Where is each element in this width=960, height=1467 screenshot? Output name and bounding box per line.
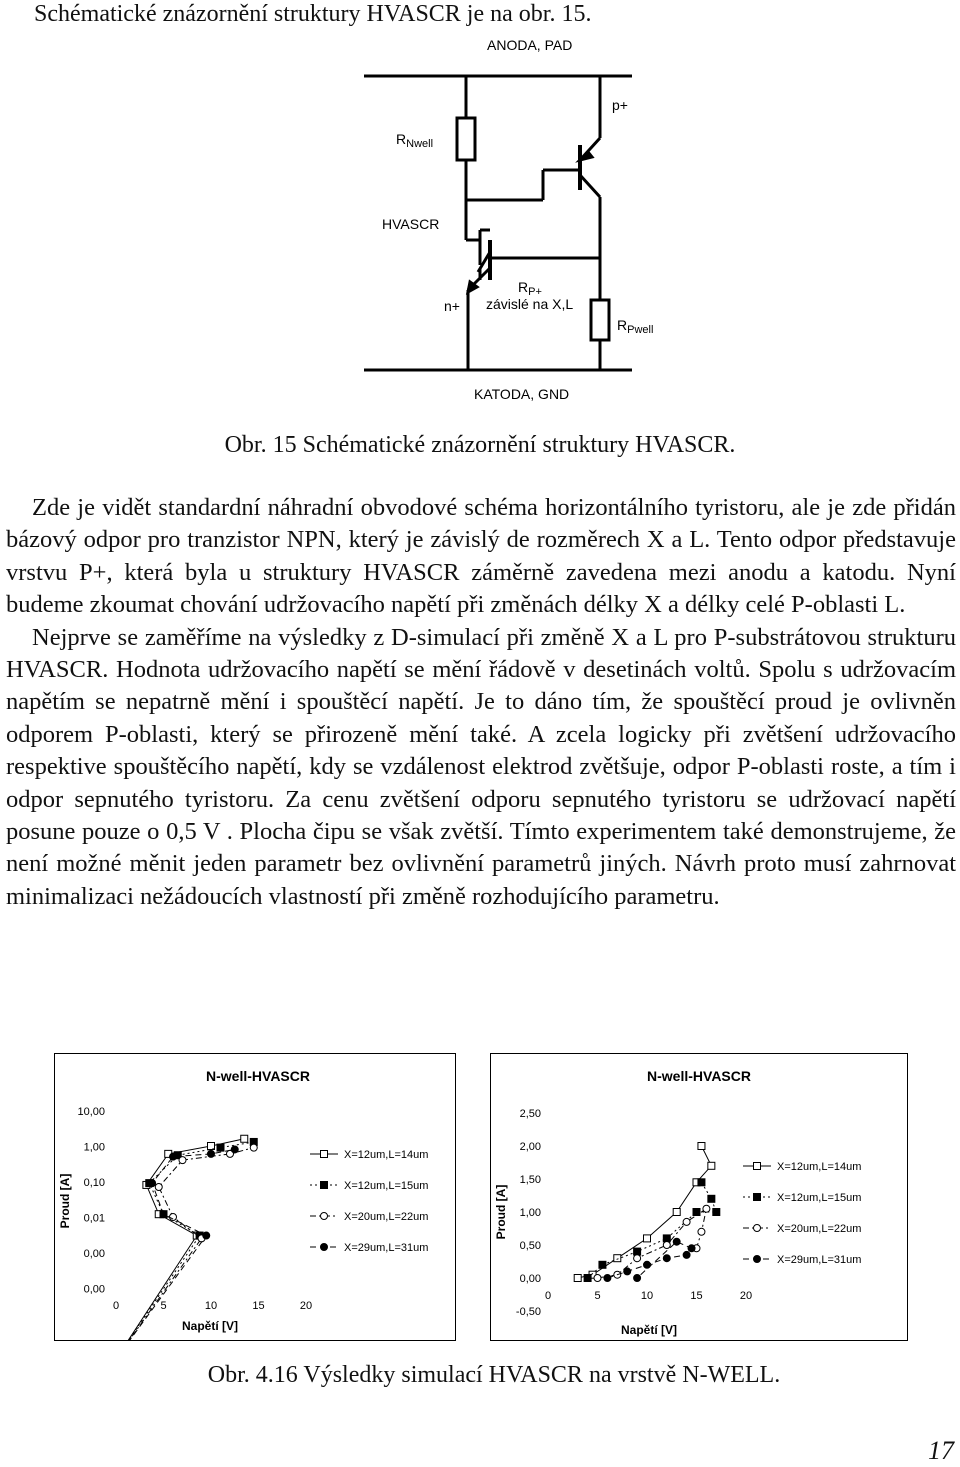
legend-marker <box>754 1256 761 1263</box>
data-point <box>683 1218 690 1225</box>
y-tick-label: 0,10 <box>83 1177 105 1189</box>
legend-marker <box>321 1151 328 1158</box>
legend-label: X=20um,L=22um <box>344 1211 429 1223</box>
data-point <box>614 1255 621 1262</box>
chart-left-svg <box>55 1054 455 1340</box>
x-tick-label: 15 <box>252 1300 265 1312</box>
x-axis-label: Napětí [V] <box>620 1323 678 1337</box>
y-tick-label: -0,50 <box>515 1306 541 1318</box>
data-point <box>708 1195 715 1202</box>
x-tick-label: 0 <box>544 1290 552 1302</box>
data-point <box>241 1135 248 1142</box>
p-plus-label: p+ <box>612 97 628 113</box>
hvascr-label: HVASCR <box>382 216 440 232</box>
n-plus-label: n+ <box>444 298 460 314</box>
data-point <box>713 1209 720 1216</box>
y-tick-label: 0,50 <box>519 1240 541 1252</box>
page-number: 17 <box>928 1436 954 1465</box>
legend-marker <box>321 1182 328 1189</box>
data-point <box>698 1179 705 1186</box>
y-tick-label: 1,00 <box>519 1207 541 1219</box>
dependence-label: závislé na X,L <box>486 296 574 312</box>
figure-15-caption: Obr. 15 Schématické znázornění struktury HVASCR. <box>224 432 736 458</box>
cathode-label: KATODA, GND <box>474 386 570 402</box>
data-point <box>634 1275 641 1282</box>
rpwell-resistor <box>591 300 609 340</box>
data-point <box>170 1153 177 1160</box>
series-line <box>116 1142 254 1340</box>
intro-sentence: Schématické znázornění struktury HVASCR je na obr. 15. <box>34 1 592 27</box>
x-tick-label: 10 <box>204 1300 218 1312</box>
data-point <box>208 1150 215 1157</box>
legend-label: X=12um,L=15um <box>344 1180 429 1192</box>
legend-label: X=20um,L=22um <box>777 1223 862 1235</box>
rpwell-label: $R_{Pwell}$ <box>617 317 654 336</box>
chart-left <box>54 1053 456 1341</box>
data-point <box>160 1211 167 1218</box>
data-point <box>203 1232 210 1239</box>
anode-label: ANODA, PAD <box>487 37 573 53</box>
rnwell-label: $R_{Nwell}$ <box>396 131 434 150</box>
data-point <box>155 1183 162 1190</box>
data-point <box>663 1242 670 1249</box>
y-tick-label: 0,00 <box>83 1283 105 1296</box>
legend-marker <box>754 1225 761 1232</box>
body-text <box>6 492 956 913</box>
data-point <box>688 1245 695 1252</box>
x-tick-label: 5 <box>594 1290 601 1302</box>
x-tick-label: 5 <box>160 1300 167 1312</box>
legend-marker <box>321 1213 328 1220</box>
data-point <box>634 1248 641 1255</box>
series-line <box>116 1148 254 1340</box>
data-point <box>231 1146 238 1153</box>
y-tick-label: 2,50 <box>519 1108 541 1120</box>
paragraph-2: Nejprve se zaměříme na výsledky z D-simulací při změně X a L pro P-substrátovou strukturu HVASCR. Hodnota udržovacího napětí se mění řádově v desetinách voltů. Spolu s udržovacím napětím se nepatrně mění i spouštěcí napětí. Je to dáno tím, že spouštěcí proud je ovlivněn odporem P-oblasti, který se přirozeně mění také. A zcela logicky při zvětšení udržovacího respektive spouštěcího napětí, kdy se vzdálenost elektrod zvětšuje, odpor P-oblasti roste, a tím i odpor sepnutého tyristoru. Za cenu zvětšení odporu sepnutého tyristoru se udržovací napětí posune pouze o 0,5 V . Plocha čipu se však zvětší. Tímto experimentem také demonstrujeme, že není možné měnit jeden parametr bez ovlivnění parametrů jiných. Návrh proto musí zahrnovat minimalizaci nežádoucích vlastností při změně rozhodujícího parametru. <box>6 623 956 910</box>
chart-title: N-well-HVASCR <box>206 1068 310 1084</box>
data-point <box>217 1144 224 1151</box>
data-point <box>698 1143 705 1150</box>
data-point <box>644 1235 651 1242</box>
legend-label: X=12um,L=15um <box>777 1192 862 1204</box>
x-tick-label: 10 <box>640 1290 654 1302</box>
y-tick-label: 1,50 <box>519 1174 541 1186</box>
rp-plus-label: $R_{P+}$ <box>518 279 542 298</box>
data-point <box>644 1261 651 1268</box>
y-tick-label: 0,00 <box>83 1248 105 1260</box>
series-line <box>116 1139 244 1340</box>
data-point <box>624 1268 631 1275</box>
y-axis-label: Proud [A] <box>494 1184 508 1240</box>
series-line <box>598 1209 707 1278</box>
hvascr-circuit-diagram <box>330 30 670 410</box>
y-tick-label: 10,00 <box>77 1106 105 1118</box>
data-point <box>179 1157 186 1164</box>
figure-416-caption: Obr. 4.16 Výsledky simulací HVASCR na vrstvě N-WELL. <box>207 1362 781 1388</box>
data-point <box>693 1209 700 1216</box>
data-point <box>663 1255 670 1262</box>
data-point <box>170 1214 177 1221</box>
legend-label: X=29um,L=31um <box>777 1254 862 1266</box>
legend-label: X=12um,L=14um <box>344 1149 429 1161</box>
data-point <box>663 1235 670 1242</box>
data-point <box>250 1144 257 1151</box>
data-point <box>673 1209 680 1216</box>
x-tick-label: 0 <box>112 1300 120 1312</box>
legend-marker <box>754 1194 761 1201</box>
legend-label: X=12um,L=14um <box>777 1161 862 1173</box>
data-point <box>673 1238 680 1245</box>
legend-marker <box>754 1163 761 1170</box>
data-point <box>708 1162 715 1169</box>
data-point <box>604 1275 611 1282</box>
y-axis-label: Proud [A] <box>58 1173 72 1229</box>
data-point <box>574 1275 581 1282</box>
y-tick-label: 0,00 <box>519 1273 541 1285</box>
data-point <box>599 1261 606 1268</box>
data-point <box>149 1180 156 1187</box>
chart-right <box>490 1053 908 1341</box>
data-point <box>703 1205 710 1212</box>
y-tick-label: 0,01 <box>83 1212 105 1225</box>
paragraph-1: Zde je vidět standardní náhradní obvodové schéma horizontálního tyristoru, ale je zde přidán bázový odpor pro tranzistor NPN, který je závislý de rozměrech X a L. Tento odpor představuje vrstvu P+, která byla u struktury HVASCR záměrně zavedena mezi anodu a katodu. Nyní budeme zkoumat chování udržovacího napětí při změnách délky X a délky celé P-oblasti L. <box>6 494 956 619</box>
series-line <box>588 1182 717 1278</box>
data-point <box>634 1255 641 1262</box>
legend-marker <box>321 1244 328 1251</box>
y-tick-label: 1,00 <box>83 1141 105 1154</box>
chart-title: N-well-HVASCR <box>647 1068 751 1084</box>
legend-label: X=29um,L=31um <box>344 1242 429 1254</box>
series-line <box>578 1146 712 1278</box>
rnwell-resistor <box>457 118 475 160</box>
data-point <box>584 1275 591 1282</box>
data-point <box>683 1251 690 1258</box>
y-tick-label: 2,00 <box>519 1141 541 1153</box>
x-tick-label: 20 <box>739 1290 753 1302</box>
x-tick-label: 20 <box>299 1300 313 1312</box>
data-point <box>594 1275 601 1282</box>
x-axis-label: Napětí [V] <box>181 1319 239 1333</box>
x-tick-label: 15 <box>690 1290 703 1302</box>
chart-right-svg <box>491 1054 907 1340</box>
data-point <box>698 1228 705 1235</box>
